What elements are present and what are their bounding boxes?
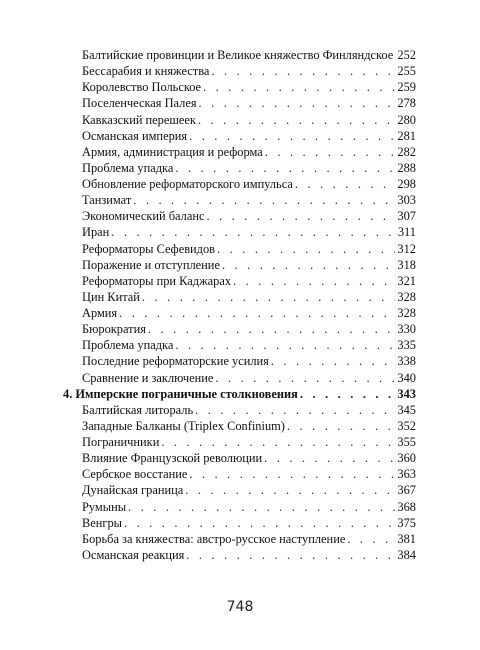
toc-entry bbox=[82, 160, 416, 176]
toc-entry-title: Иран bbox=[82, 225, 110, 240]
toc-entry bbox=[82, 482, 416, 498]
toc-dot-leader bbox=[189, 466, 395, 482]
toc-dot-leader bbox=[271, 353, 396, 369]
toc-entry-title: Поселенческая Палея bbox=[82, 96, 197, 111]
toc-entry-page: 328 bbox=[397, 306, 416, 320]
toc-dot-leader bbox=[133, 192, 395, 208]
toc-entry bbox=[82, 144, 416, 160]
toc-entry bbox=[82, 418, 416, 434]
toc-entry bbox=[82, 434, 416, 450]
toc-dot-leader bbox=[233, 273, 395, 289]
toc-entry-page: 360 bbox=[397, 451, 416, 466]
toc-entry-title: Кавказский перешеек bbox=[82, 112, 196, 127]
toc-entry bbox=[82, 79, 416, 95]
toc-entry-page: 368 bbox=[397, 499, 416, 514]
toc-entry-title: Румыны bbox=[82, 499, 127, 514]
toc-dot-leader bbox=[175, 160, 395, 176]
toc-dot-leader bbox=[287, 418, 396, 434]
toc-entry-title: Влияние Французской революции bbox=[82, 451, 263, 466]
toc-entry-page: 298 bbox=[397, 177, 416, 191]
toc-entry-title: Балтийские провинции и Великое княжество Финляндское bbox=[82, 48, 394, 62]
toc-entry-page: 340 bbox=[397, 370, 416, 385]
toc-entry-page: 307 bbox=[397, 209, 416, 224]
toc-entry-page: 318 bbox=[397, 257, 416, 272]
toc-entry-title: Сербское восстание bbox=[82, 467, 188, 482]
toc-entry-title: Цин Китай bbox=[82, 289, 140, 304]
toc-entry-title: Реформаторы при Каджарах bbox=[82, 273, 232, 288]
toc-entry bbox=[82, 499, 416, 515]
toc-dot-leader bbox=[203, 79, 395, 95]
toc-entry-title: Бюрократия bbox=[82, 322, 146, 337]
toc-entry-page: 352 bbox=[397, 418, 416, 433]
toc-dot-leader bbox=[300, 386, 396, 402]
toc-entry-title: Османская империя bbox=[82, 128, 188, 143]
toc-entry bbox=[82, 289, 416, 305]
toc-entry-title: Балтийская литораль bbox=[82, 402, 194, 417]
toc-dot-leader bbox=[124, 515, 395, 531]
toc-entry-title: Королевство Польское bbox=[82, 80, 202, 95]
toc-entry-title: Армия, администрация и реформа bbox=[82, 144, 263, 159]
toc-dot-leader bbox=[175, 337, 395, 353]
toc-entry bbox=[82, 128, 416, 144]
toc-entry bbox=[82, 257, 416, 273]
toc-dot-leader bbox=[185, 482, 395, 498]
toc-entry bbox=[82, 402, 416, 418]
toc-entry-page: 312 bbox=[397, 241, 416, 256]
toc-entry-page: 363 bbox=[397, 467, 416, 482]
toc-dot-leader bbox=[195, 402, 395, 418]
toc-dot-leader bbox=[215, 370, 395, 386]
toc-entry-page: 282 bbox=[397, 144, 416, 159]
toc-entry-title: Османская реакция bbox=[82, 547, 185, 562]
toc-entry-title: Венгры bbox=[82, 515, 122, 530]
toc-entry bbox=[82, 63, 416, 79]
toc-dot-leader bbox=[148, 321, 396, 337]
toc-entry-title: Реформаторы Сефевидов bbox=[82, 241, 216, 256]
toc-entry-title: Армия bbox=[82, 306, 118, 320]
toc-entry-page: 280 bbox=[397, 112, 416, 127]
toc-entry bbox=[82, 353, 416, 369]
toc-dot-leader bbox=[265, 144, 396, 160]
toc-entry-page: 278 bbox=[397, 96, 416, 111]
toc-dot-leader bbox=[189, 128, 395, 144]
toc-entry-page: 321 bbox=[397, 273, 416, 288]
toc-entry-page: 343 bbox=[397, 386, 416, 401]
toc-entry-title: Борьба за княжества: австро-русское наступление bbox=[82, 531, 346, 546]
toc-dot-leader bbox=[142, 289, 396, 305]
toc-entry-title: Поражение и отступление bbox=[82, 257, 220, 272]
toc-entry-title: 4. Имперские пограничные столкновения bbox=[63, 386, 298, 401]
toc-entry bbox=[82, 321, 416, 337]
toc-entry bbox=[82, 515, 416, 531]
toc-entry bbox=[82, 547, 416, 563]
toc-entry bbox=[82, 531, 416, 547]
toc-entry bbox=[82, 466, 416, 482]
toc-entry bbox=[82, 47, 416, 63]
toc-entry-title: Проблема упадка bbox=[82, 160, 174, 175]
toc-entry-title: Обновление реформаторского импульса bbox=[82, 177, 293, 191]
toc-entry-page: 328 bbox=[397, 289, 416, 304]
toc-entry-page: 384 bbox=[397, 547, 416, 562]
toc-entry-page: 255 bbox=[397, 64, 416, 79]
toc-entry bbox=[82, 208, 416, 224]
toc-entry-title: Экономический баланс bbox=[82, 209, 205, 224]
toc-entry-title: Бессарабия и княжества bbox=[82, 64, 210, 79]
toc-entry-title: Танзимат bbox=[82, 193, 132, 208]
toc-entry-title: Пограничники bbox=[82, 435, 160, 449]
toc-entry-page: 355 bbox=[397, 435, 416, 449]
toc-entry bbox=[82, 305, 416, 321]
toc-entry-page: 281 bbox=[397, 128, 416, 143]
toc-entry bbox=[82, 273, 416, 289]
toc-dot-leader bbox=[222, 257, 395, 273]
toc-dot-leader bbox=[119, 305, 395, 321]
toc-entry-title: Проблема упадка bbox=[82, 338, 174, 353]
toc-entry-title: Дунайская граница bbox=[82, 483, 184, 498]
toc-dot-leader bbox=[111, 224, 396, 240]
toc-entry-page: 330 bbox=[397, 322, 416, 337]
toc-entry bbox=[82, 241, 416, 257]
toc-dot-leader bbox=[206, 208, 395, 224]
toc-entry bbox=[82, 95, 416, 111]
toc-entry-title: Сравнение и заключение bbox=[82, 370, 214, 385]
toc-dot-leader bbox=[199, 95, 396, 111]
toc-entry-page: 252 bbox=[397, 48, 416, 62]
toc-dot-leader bbox=[211, 63, 395, 79]
toc-dot-leader bbox=[128, 499, 395, 515]
toc-dot-leader bbox=[198, 112, 395, 128]
toc-entry-page: 345 bbox=[397, 402, 416, 417]
table-of-contents bbox=[63, 47, 416, 563]
toc-entry bbox=[82, 192, 416, 208]
toc-entry bbox=[82, 112, 416, 128]
toc-entry bbox=[82, 370, 416, 386]
toc-entry bbox=[82, 224, 416, 240]
toc-entry-page: 338 bbox=[397, 354, 416, 369]
toc-entry bbox=[82, 337, 416, 353]
toc-dot-leader bbox=[347, 531, 395, 547]
page-number: 748 bbox=[226, 599, 254, 615]
toc-entry-page: 381 bbox=[397, 531, 416, 546]
toc-entry-title: Западные Балканы (Triplex Confinium) bbox=[82, 418, 285, 433]
toc-entry-page: 259 bbox=[397, 80, 416, 95]
toc-entry bbox=[82, 450, 416, 466]
toc-entry-page: 375 bbox=[397, 515, 416, 530]
toc-entry-page: 311 bbox=[397, 225, 416, 240]
toc-entry-title: Последние реформаторские усилия bbox=[82, 354, 269, 369]
toc-entry-page: 288 bbox=[397, 160, 416, 175]
toc-entry bbox=[82, 176, 416, 192]
toc-dot-leader bbox=[217, 241, 395, 257]
toc-dot-leader bbox=[264, 450, 395, 466]
toc-chapter-heading bbox=[63, 386, 416, 402]
toc-entry-page: 335 bbox=[397, 338, 416, 353]
toc-dot-leader bbox=[161, 434, 395, 450]
toc-dot-leader bbox=[186, 547, 395, 563]
toc-entry-page: 303 bbox=[397, 193, 416, 208]
toc-dot-leader bbox=[295, 176, 396, 192]
toc-entry-page: 367 bbox=[397, 483, 416, 498]
